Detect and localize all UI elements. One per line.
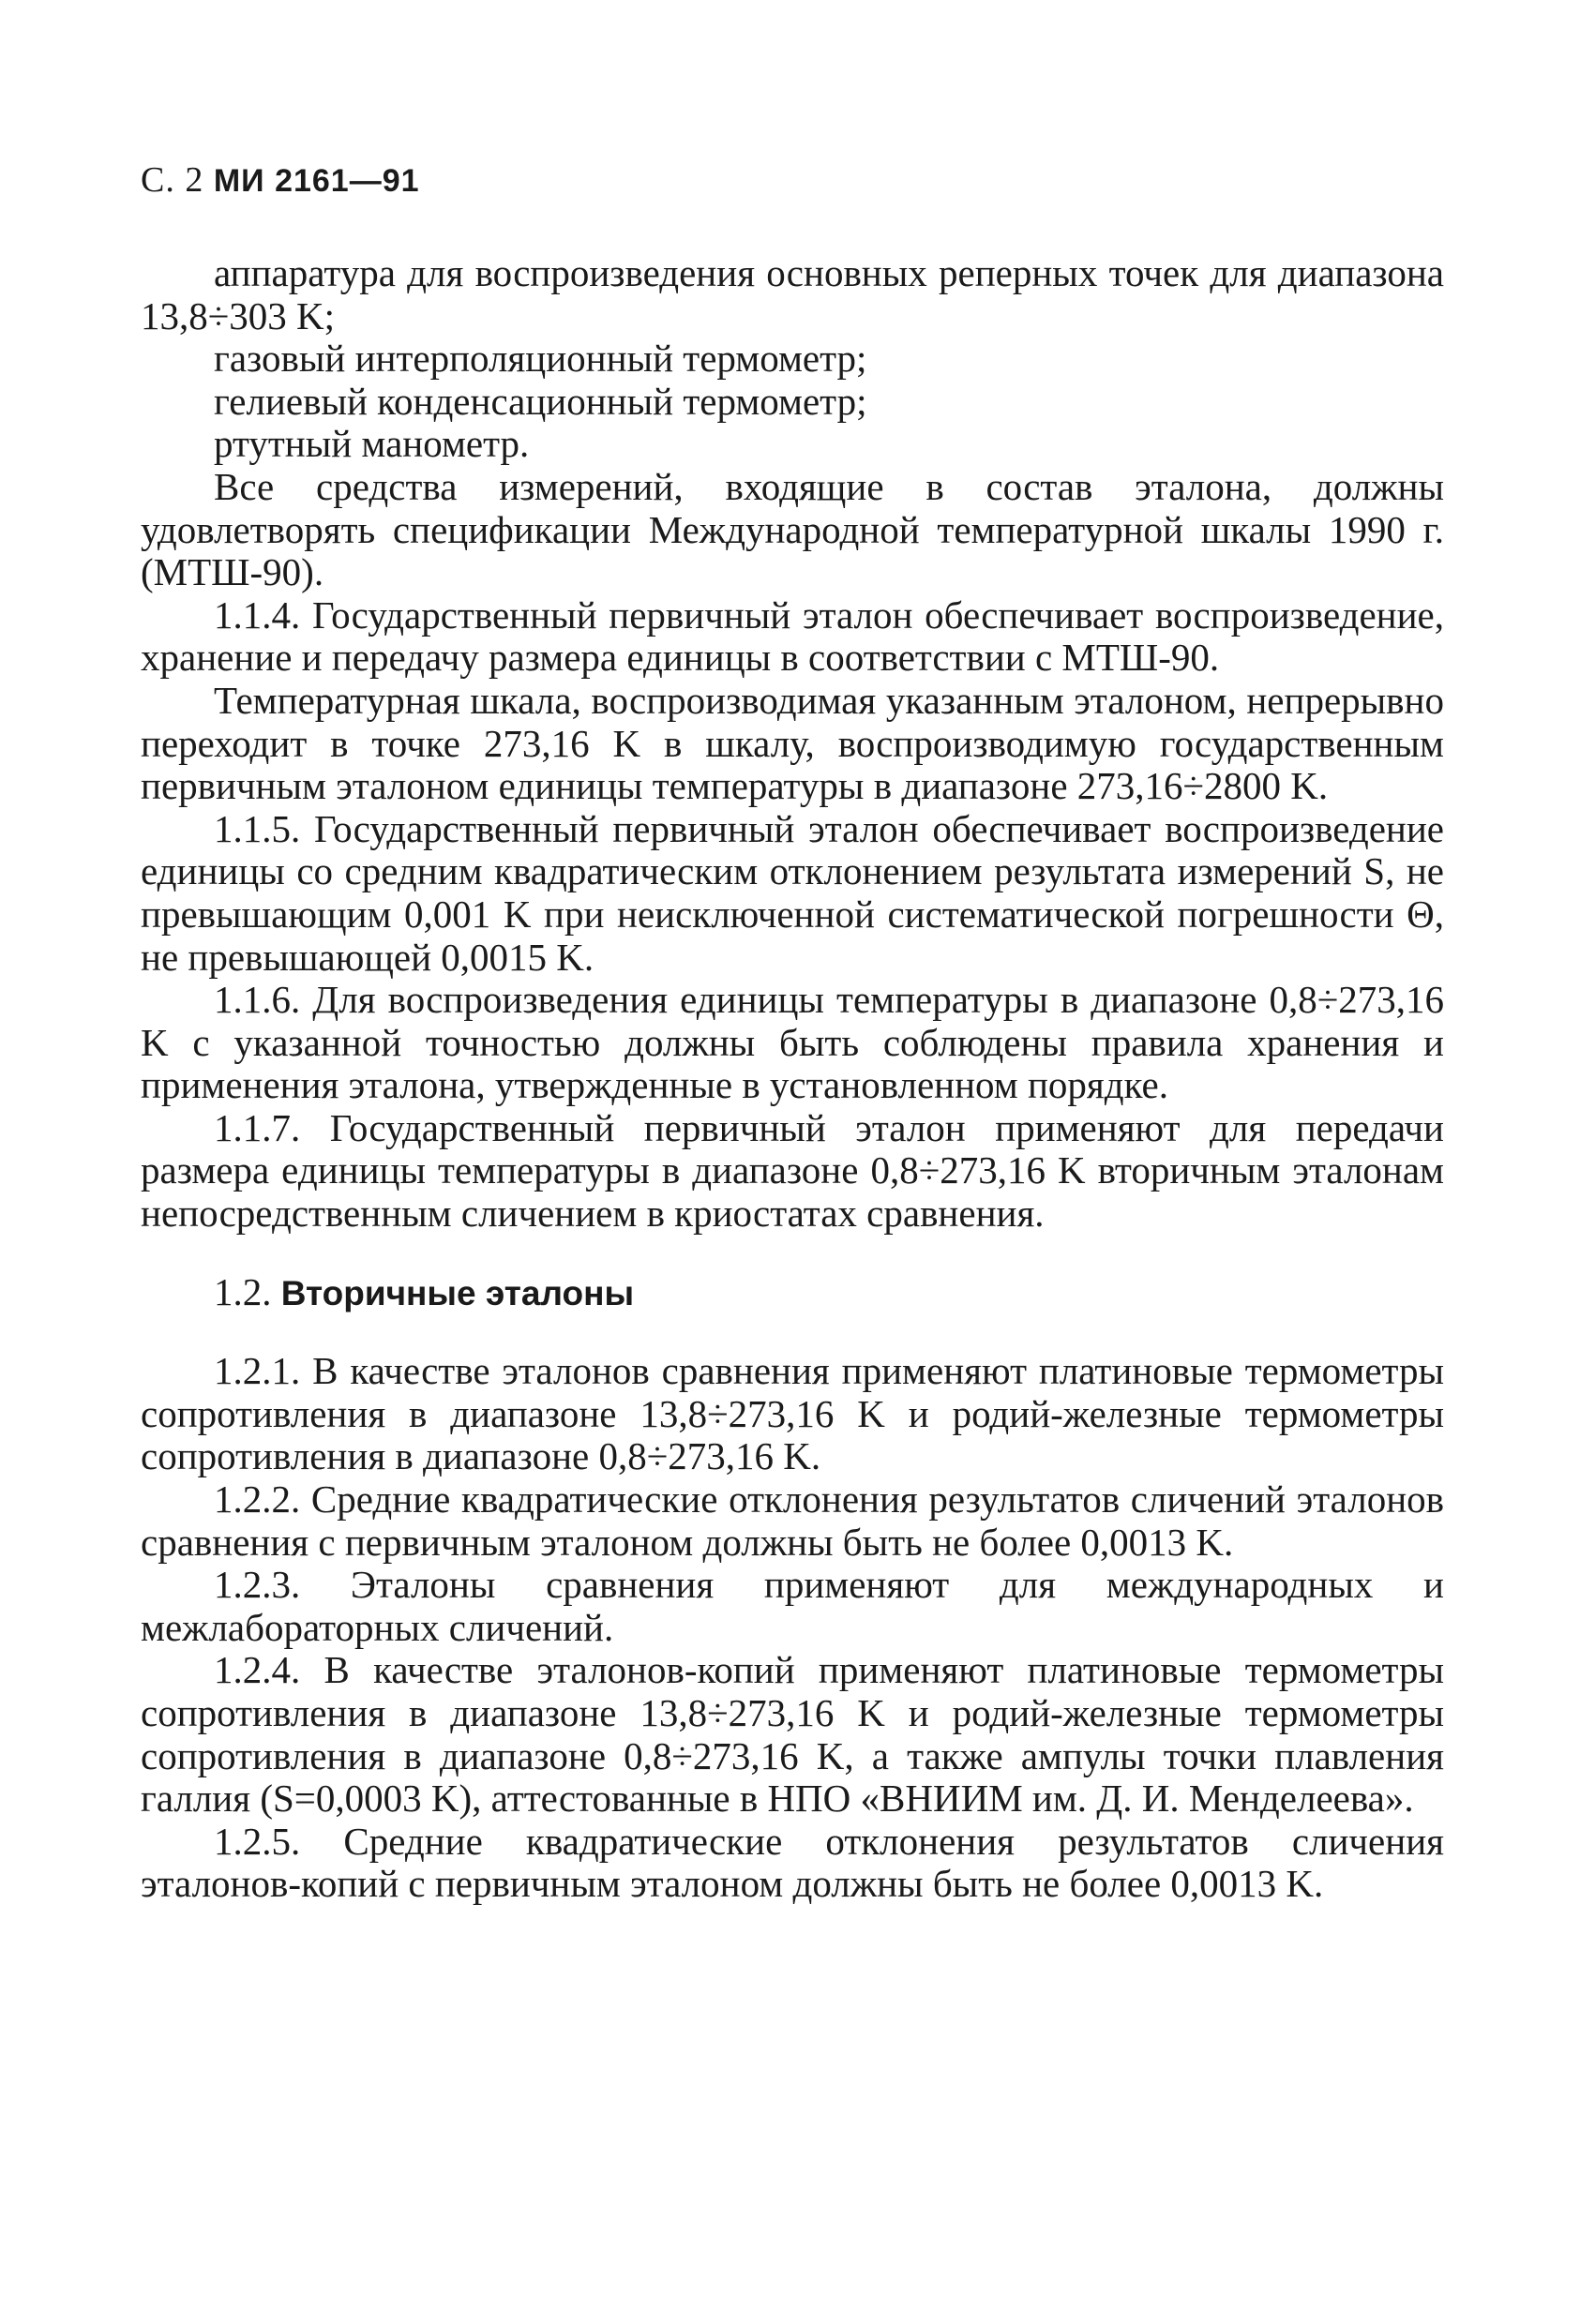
clause-1-1-4: 1.1.4. Государственный первичный эталон обеспечивает воспроизведение, хранение и передачу размера единицы в соответствии с МТШ-90. <box>141 592 1444 680</box>
section-title: Вторичные эталоны <box>280 1273 635 1312</box>
section-number: 1.2. <box>214 1269 272 1313</box>
clause-1-2-3: 1.2.3. Эталоны сравнения применяют для международных и межлабораторных сличений. <box>141 1563 1444 1649</box>
clause-1-2-4: 1.2.4. В качестве эталонов-копий применяют платиновые термометры сопротивления в диапазоне 13,8÷273,16 K и родий-железные термометры сопротивления в диапазоне 0,8÷273,16 K, а также ампулы точки плавления галлия (S=0,0003 K), аттестованные в НПО «ВНИИМ им. Д. И. Менделеева». <box>141 1648 1444 1821</box>
clause-1-2-5: 1.2.5. Средние квадратические отклонения результатов сличения эталонов-копий с первичным эталоном должны быть не более 0,0013 K. <box>141 1819 1444 1906</box>
section-heading <box>214 1271 1444 1315</box>
clause-1-2-1: 1.2.1. В качестве эталонов сравнения применяют платиновые термометры сопротивления в диапазоне 13,8÷273,16 K и родий-железные термометры сопротивления в диапазоне 0,8÷273,16 K. <box>141 1349 1444 1478</box>
document-page <box>141 159 1444 1906</box>
clause-1-1-6: 1.1.6. Для воспроизведения единицы температуры в диапазоне 0,8÷273,16 K с указанной точностью должны быть соблюдены правила хранения и применения эталона, утвержденные в установленном порядке. <box>141 978 1444 1107</box>
clause-1-2-2: 1.2.2. Средние квадратические отклонения результатов сличений эталонов сравнения с первичным эталоном должны быть не более 0,0013 K. <box>141 1477 1444 1564</box>
list-item: газовый интерполяционный термометр; <box>214 337 867 381</box>
paragraph: аппаратура для воспроизведения основных реперных точек для диапазона 13,8÷303 K; <box>141 251 1444 337</box>
page-header <box>141 159 1444 201</box>
page-label: С. 2 <box>141 160 204 200</box>
clause-1-1-5: 1.1.5. Государственный первичный эталон обеспечивает воспроизведение единицы со средним квадратическим отклонением результата измерений S, не превышающим 0,001 K при неисключенной систематической погрешности Θ, не превышающей 0,0015 K. <box>141 806 1444 979</box>
document-code: МИ 2161—91 <box>213 163 420 199</box>
clause-1-1-7: 1.1.7. Государственный первичный эталон применяют для передачи размера единицы температуры в диапазоне 0,8÷273,16 K вторичным эталонам непосредственным сличением в криостатах сравнения. <box>141 1105 1444 1236</box>
paragraph: Температурная шкала, воспроизводимая указанным эталоном, непрерывно переходит в точке 273,16 K в шкалу, воспроизводимую государственным первичным эталоном единицы температуры в диапазоне 273,16÷2800 K. <box>141 678 1444 808</box>
list-item: гелиевый конденсационный термометр; <box>214 379 867 423</box>
list-item: ртутный манометр. <box>214 422 530 466</box>
paragraph: Все средства измерений, входящие в состав эталона, должны удовлетворять спецификации Международной температурной шкалы 1990 г. (МТШ-90). <box>141 464 1444 594</box>
